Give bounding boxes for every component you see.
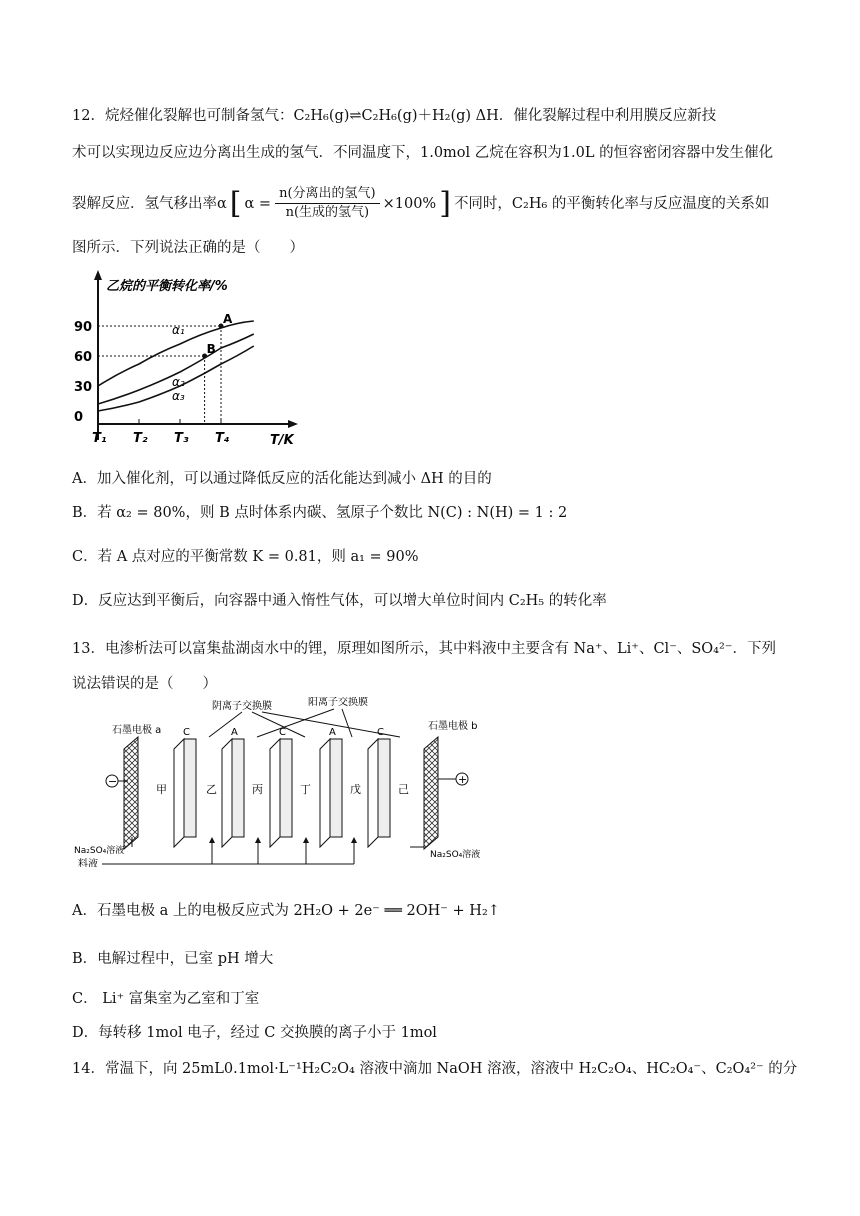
q13-line-2: 说法错误的是（ ） (72, 676, 217, 692)
q13-option-b: B．电解过程中，已室 pH 增大 (72, 951, 274, 967)
feed-arrowhead-1 (209, 837, 215, 843)
chamber-ding: 丁 (300, 783, 311, 796)
fraction-numerator: n(分离出的氢气) (275, 185, 380, 204)
x-arrow (288, 420, 298, 428)
membrane-1-label: C (183, 727, 190, 738)
chamber-ji: 己 (398, 783, 409, 796)
membrane-2-label: A (231, 727, 238, 738)
q12-option-d: D．反应达到平衡后，向容器中通入惰性气体，可以增大单位时间内 C₂H₅ 的转化率 (72, 593, 607, 609)
right-solution-label: Na₂SO₄溶液 (430, 850, 481, 860)
electrode-a-label: 石墨电极 a (112, 725, 162, 736)
y-axis-label: 乙烷的平衡转化率/% (106, 279, 228, 294)
q13-option-c: C． Li⁺ 富集室为乙室和丁室 (72, 991, 260, 1007)
fraction (275, 185, 380, 222)
cation-pointer-2 (342, 709, 352, 737)
conversion-chart (72, 268, 302, 450)
feed-arrowhead-3 (303, 837, 309, 843)
q12-option-a: A．加入催化剂，可以通过降低反应的活化能达到减小 ΔH 的目的 (72, 471, 492, 487)
percent-factor: ×100% (382, 195, 437, 212)
q12-option-b: B．若 α₂ = 80%，则 B 点时体系内碳、氢原子个数比 N(C) : N(H) = 1 : 2 (72, 505, 568, 521)
alpha-equals: α = (244, 195, 272, 212)
y-tick-label-30: 30 (74, 380, 93, 395)
anion-membrane-label: 阴离子交换膜 (212, 701, 272, 712)
y-tick-label-60: 60 (74, 350, 93, 365)
q13-option-a: A．石墨电极 a 上的电极反应式为 2H₂O + 2e⁻ ══ 2OH⁻ + H₂↑ (72, 903, 500, 919)
q12-line-3-tail: 不同时，C₂H₆ 的平衡转化率与反应温度的关系如 (453, 195, 770, 212)
q12-line-3 (72, 185, 800, 222)
membrane-2 (222, 727, 244, 847)
chamber-yi: 乙 (206, 783, 217, 796)
x-axis-label: T/K (270, 433, 294, 448)
left-bracket: [ (229, 185, 242, 221)
membrane-3 (270, 727, 292, 847)
x-tick-label-3: T₃ (174, 431, 189, 446)
feed-arrowhead-2 (255, 837, 261, 843)
membrane-4-label: A (329, 727, 336, 738)
chamber-jia: 甲 (156, 783, 167, 796)
series-label-1: α₁ (172, 323, 185, 337)
left-solution-label: Na₂SO₄溶液 (74, 846, 125, 856)
q14-line-1: 14．常温下，向 25mL0.1mol·L⁻¹H₂C₂O₄ 溶液中滴加 NaOH 溶液，溶液中 H₂C₂O₄、HC₂O₄⁻、C₂O₄²⁻ 的分 (72, 1061, 798, 1077)
y-tick-label-90: 90 (74, 320, 93, 335)
x-tick-label-1: T₁ (92, 431, 107, 446)
chart-svg (72, 268, 302, 450)
membrane-1 (174, 727, 196, 847)
q12-line-3-prefix: 裂解反应．氢气移出率α (72, 195, 227, 212)
q13-line-1: 13．电渗析法可以富集盐湖卤水中的锂，原理如图所示，其中料液中主要含有 Na⁺、Li⁺、Cl⁻、SO₄²⁻．下列 (72, 641, 776, 657)
membrane-5 (368, 727, 390, 847)
x-tick-label-4: T₄ (215, 431, 230, 446)
q13-option-d: D．每转移 1mol 电子，经过 C 交换膜的离子小于 1mol (72, 1025, 437, 1041)
membrane-4 (320, 727, 342, 847)
electrodialysis-diagram (72, 697, 502, 867)
feed-label: 料液 (78, 859, 98, 867)
series-label-2: α₂ (172, 375, 185, 389)
series-label-3: α₃ (172, 389, 185, 403)
chamber-bing: 丙 (252, 783, 263, 796)
cation-membrane-label: 阳离子交换膜 (308, 697, 368, 708)
electrode-a (124, 737, 138, 849)
chamber-wu: 戊 (350, 783, 361, 796)
q12-line-1: 12．烷烃催化裂解也可制备氢气：C₂H₆(g)⇌C₂H₆(g)＋H₂(g) ΔH．催化裂解过程中利用膜反应新技 (72, 108, 717, 124)
y-tick-label-0: 0 (74, 410, 84, 425)
q12-line-2: 术可以实现边反应边分离出生成的氢气．不同温度下，1.0mol 乙烷在容积为1.0L 的恒容密闭容器中发生催化 (72, 145, 774, 161)
positive-sign: + (458, 773, 468, 786)
feed-arrowhead-4 (351, 837, 357, 843)
q12-option-c: C．若 A 点对应的平衡常数 K = 0.81，则 a₁ = 90% (72, 549, 419, 565)
right-bracket: ] (439, 185, 451, 221)
x-tick-label-2: T₂ (133, 431, 148, 446)
membrane-5-label: C (377, 727, 384, 738)
q12-line-4: 图所示．下列说法正确的是（ ） (72, 240, 304, 256)
electrodialysis-svg (72, 697, 502, 867)
electrode-b-label: 石墨电极 b (428, 721, 478, 732)
electrode-b (424, 737, 438, 849)
point-label-A: A (223, 312, 233, 326)
membrane-3-label: C (279, 727, 286, 738)
y-arrow (94, 270, 102, 280)
point-label-B: B (206, 342, 216, 356)
fraction-denominator: n(生成的氢气) (285, 205, 370, 220)
negative-sign: − (108, 775, 118, 788)
